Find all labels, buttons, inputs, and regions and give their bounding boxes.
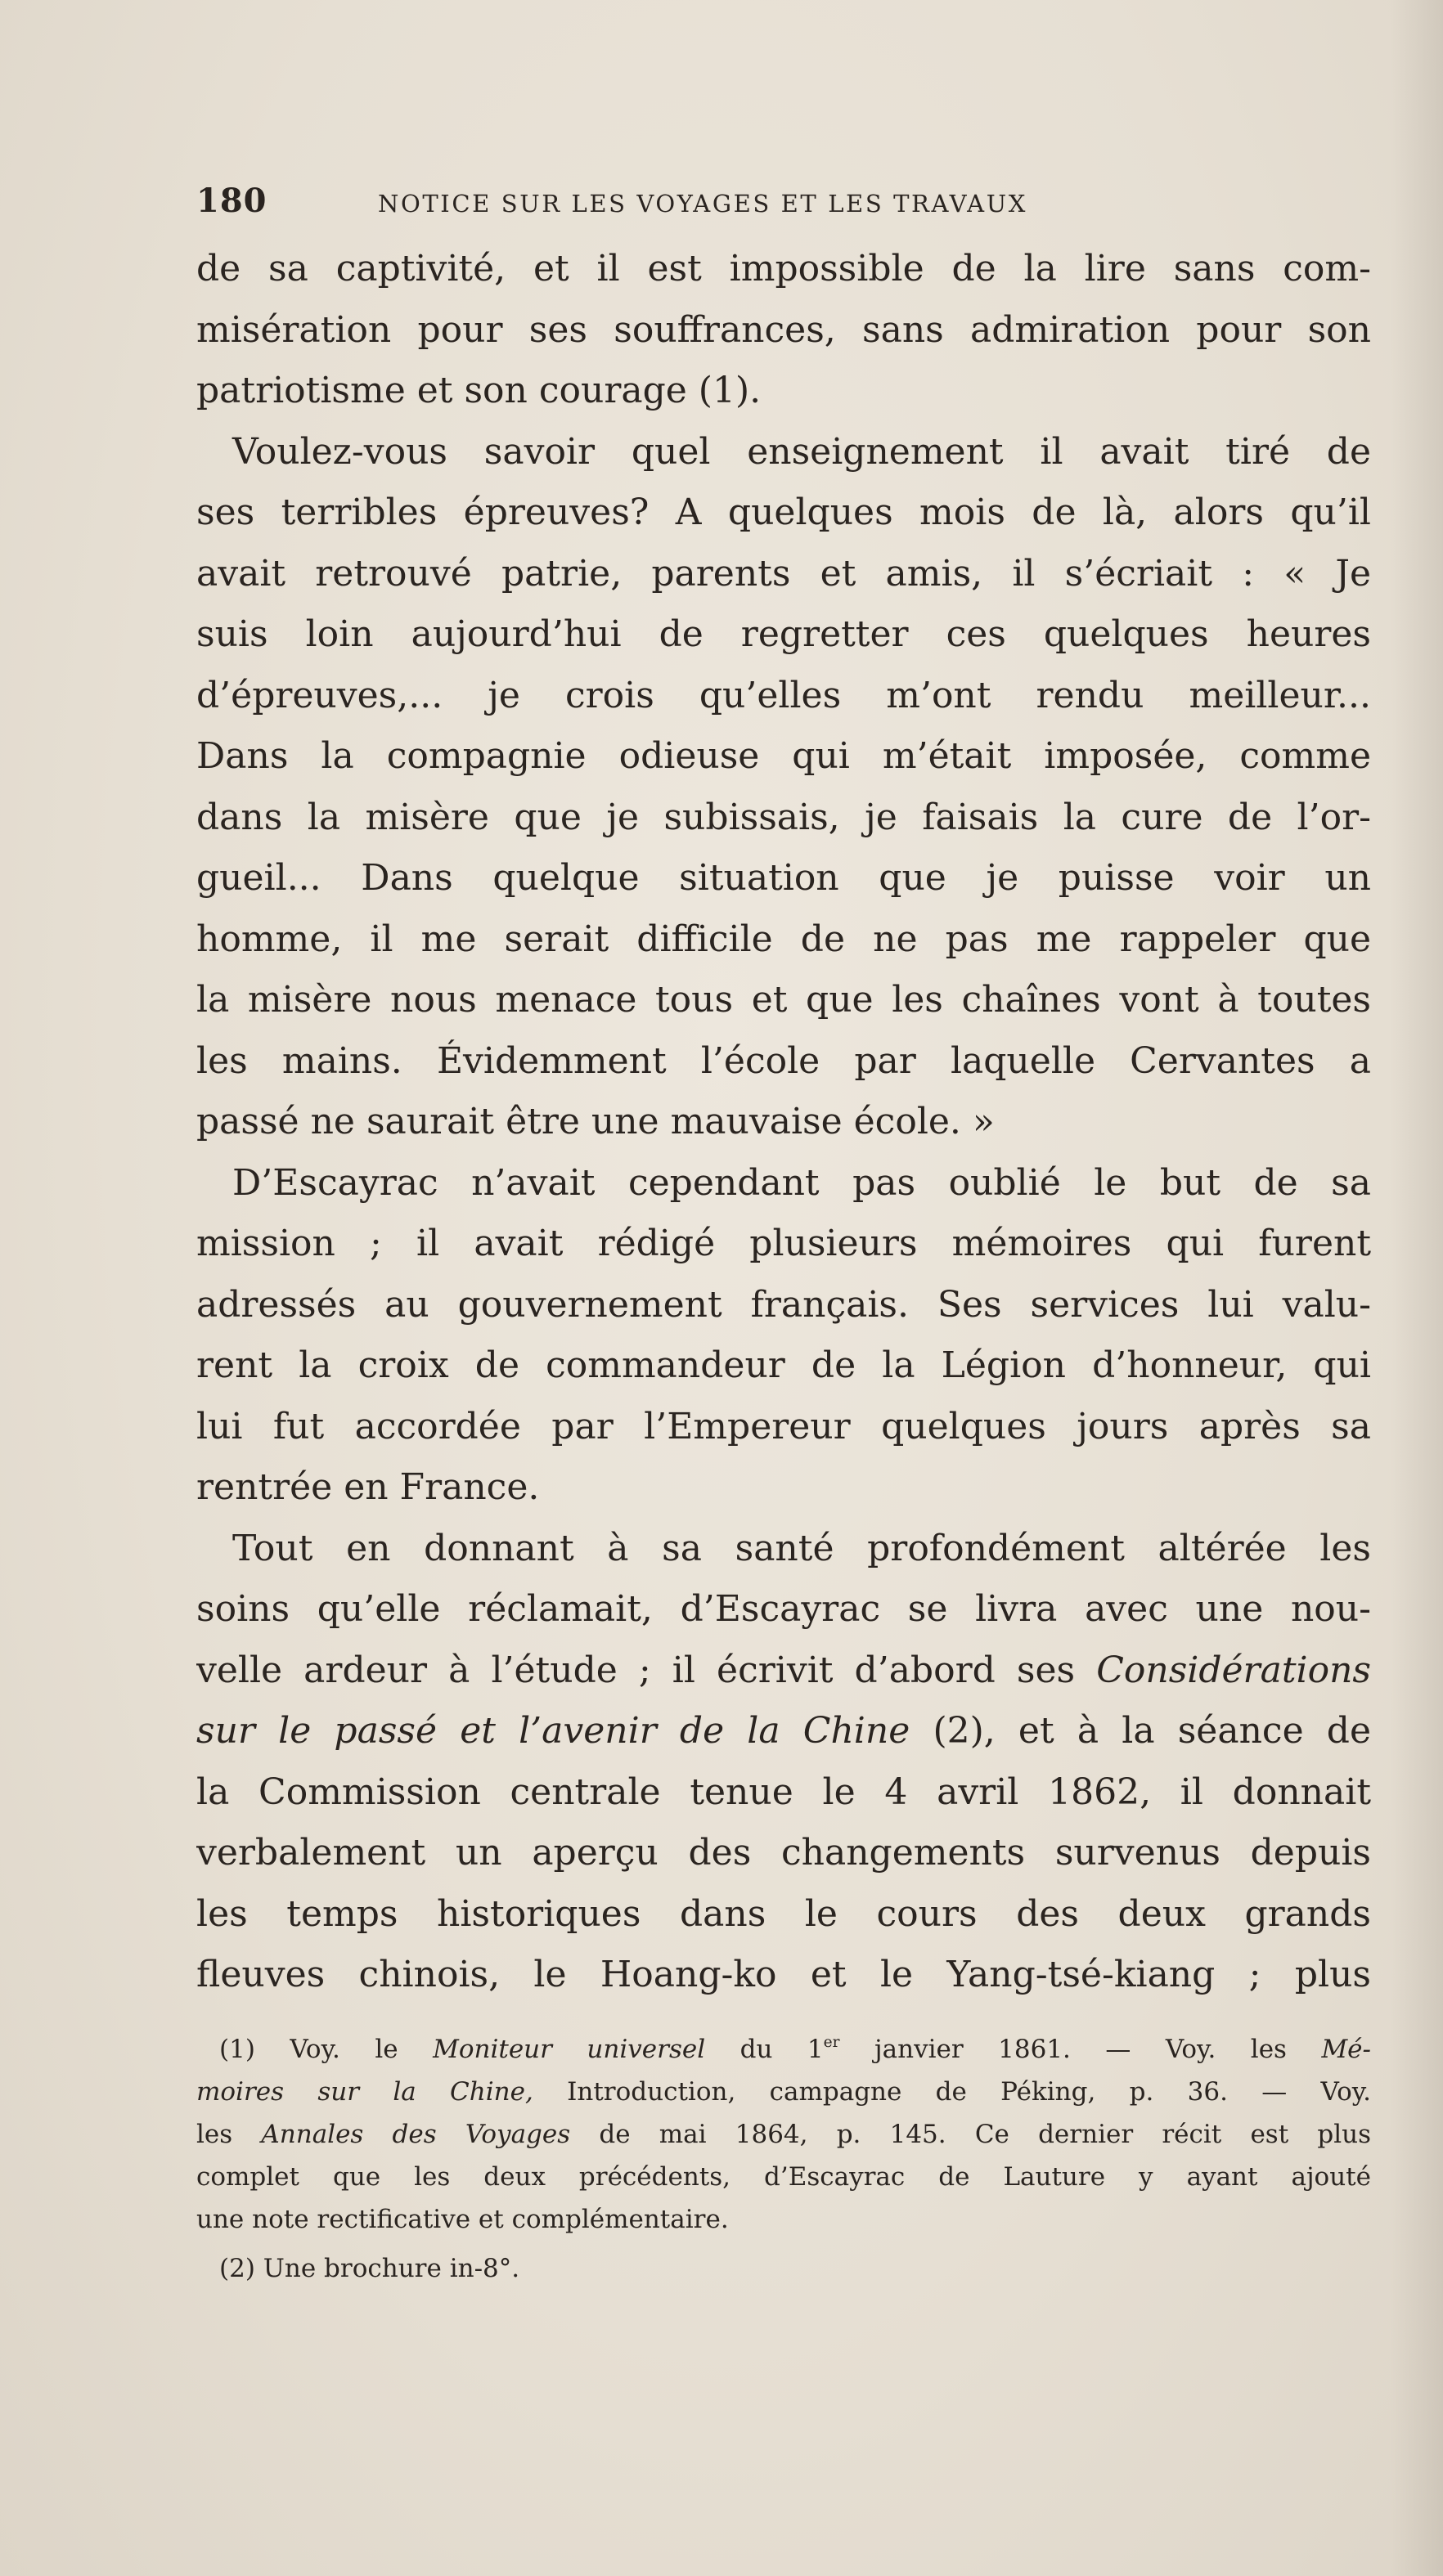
footnote-line: (2) Une brochure in-8°.: [219, 2254, 520, 2283]
footnote-line: [196, 2113, 1371, 2156]
text-line: rent la croix de commandeur de la Légion d’honneur, qui: [196, 1344, 1371, 1386]
text-segment: (2), et à la séance de: [933, 1710, 1371, 1752]
footnote-text: janvier 1861. — Voy. les: [874, 2035, 1287, 2064]
footnote-italic: moires sur la Chine,: [196, 2077, 533, 2107]
footnote-line: complet que les deux précédents, d’Escayrac de Lauture y ayant ajouté: [196, 2162, 1371, 2192]
footnote-line: [196, 2028, 1371, 2071]
text-line: passé ne saurait être une mauvaise école. »: [196, 1101, 995, 1142]
footnote-italic: Moniteur universel: [433, 2035, 706, 2064]
text-line: misération pour ses souffrances, sans admiration pour son: [196, 308, 1371, 351]
text-line: Voulez-vous savoir quel enseignement il avait tiré de: [232, 430, 1371, 473]
text-line: les mains. Évidemment l’école par laquelle Cervantes a: [196, 1039, 1371, 1082]
text-line: fleuves chinois, le Hoang-ko et le Yang-tsé-kiang ; plus: [196, 1954, 1371, 1995]
footnote-text: Introduction, campagne de Péking, p. 36. — Voy.: [567, 2077, 1371, 2107]
text-line: D’Escayrac n’avait cependant pas oublié le but de sa: [232, 1161, 1371, 1204]
footnote-text: les: [196, 2120, 233, 2149]
text-line: la Commission centrale tenue le 4 avril 1862, il donnait: [196, 1770, 1371, 1813]
text-line: mission ; il avait rédigé plusieurs mémoires qui furent: [196, 1223, 1371, 1264]
text-line: de sa captivité, et il est impossible de la lire sans com-: [196, 248, 1371, 289]
text-line: [196, 1640, 1371, 1702]
footnote-line: [196, 2071, 1371, 2113]
superscript: er: [823, 2033, 840, 2051]
text-line: rentrée en France.: [196, 1466, 540, 1508]
footnote-gap: [196, 2241, 1371, 2247]
footnote-text: du 1: [739, 2035, 824, 2064]
page-number: 180: [196, 182, 267, 220]
text-line: la misère nous menace tous et que les chaînes vont à toutes: [196, 979, 1371, 1021]
text-line: gueil... Dans quelque situation que je puisse voir un: [196, 857, 1371, 899]
main-text: [196, 239, 1371, 2006]
footnote-italic: Mé-: [1321, 2035, 1371, 2064]
text-line: homme, il me serait difficile de ne pas me rappeler que: [196, 918, 1371, 960]
text-line: d’épreuves,... je crois qu’elles m’ont rendu meilleur...: [196, 674, 1371, 716]
text-line: les temps historiques dans le cours des deux grands: [196, 1892, 1371, 1935]
page-header: [196, 182, 1211, 227]
text-line: Dans la compagnie odieuse qui m’était imposée, comme: [196, 735, 1371, 777]
text-line: ses terribles épreuves? A quelques mois de là, alors qu’il: [196, 491, 1371, 533]
italic-title: sur le passé et l’avenir de la Chine: [196, 1710, 910, 1752]
footnote-line: une note rectificative et complémentaire.: [196, 2205, 729, 2234]
text-line: [196, 1701, 1371, 1762]
text-line: patriotisme et son courage (1).: [196, 370, 762, 411]
text-line: lui fut accordée par l’Empereur quelques jours après sa: [196, 1405, 1371, 1447]
text-line: dans la misère que je subissais, je faisais la cure de l’or-: [196, 796, 1371, 838]
text-line: verbalement un aperçu des changements survenus depuis: [196, 1832, 1371, 1874]
running-title: NOTICE SUR LES VOYAGES ET LES TRAVAUX: [378, 190, 1027, 218]
italic-title: Considérations: [1096, 1649, 1371, 1691]
text-line: Tout en donnant à sa santé profondément altérée les: [232, 1527, 1371, 1569]
text-line: avait retrouvé patrie, parents et amis, il s’écriait : « Je: [196, 552, 1371, 595]
footnotes: [196, 2028, 1371, 2290]
text-segment: velle ardeur à l’étude ; il écrivit d’abord ses: [196, 1649, 1076, 1691]
text-line: suis loin aujourd’hui de regretter ces quelques heures: [196, 613, 1371, 655]
footnote-text: (1) Voy. le: [219, 2035, 398, 2064]
footnote-italic: Annales des Voyages: [261, 2120, 571, 2149]
text-line: adressés au gouvernement français. Ses services lui valu-: [196, 1283, 1371, 1326]
text-line: soins qu’elle réclamait, d’Escayrac se livra avec une nou-: [196, 1588, 1371, 1630]
footnote-text: de mai 1864, p. 145. Ce dernier récit est plus: [599, 2120, 1371, 2149]
page-edge-shadow: [1391, 0, 1443, 2576]
